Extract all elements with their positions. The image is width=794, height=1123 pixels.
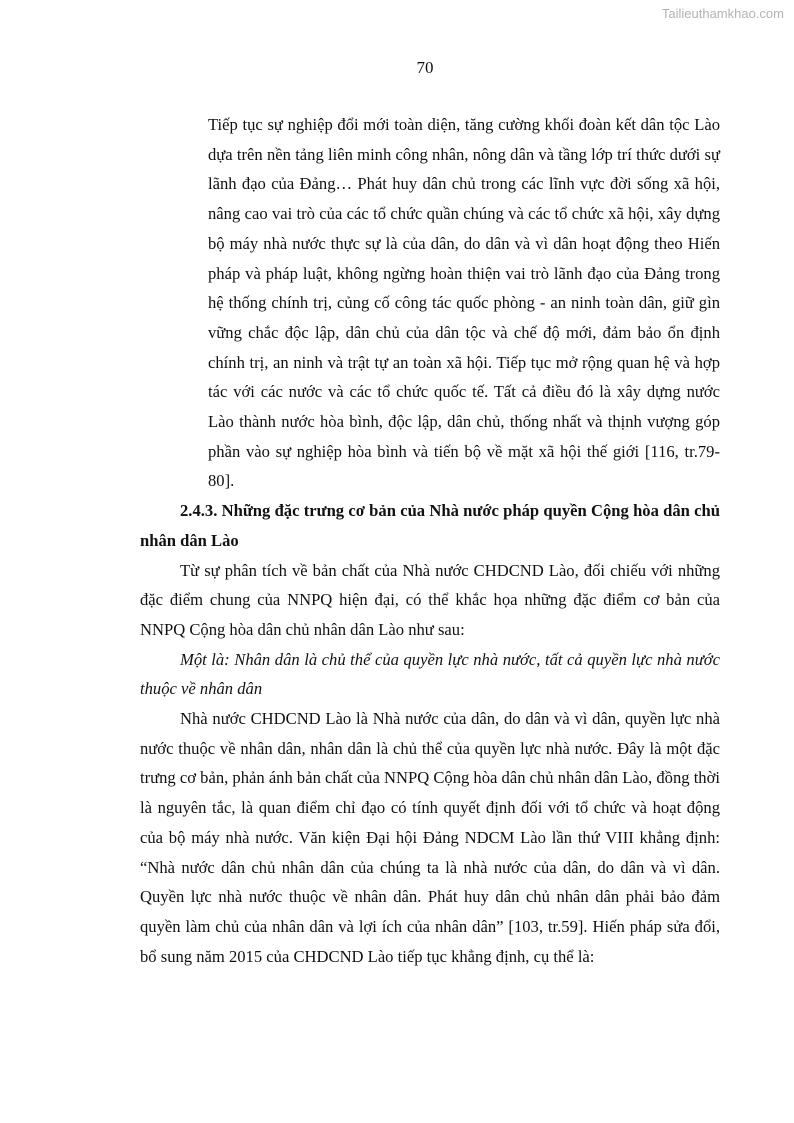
- paragraph: Nhà nước CHDCND Lào là Nhà nước của dân, do dân và vì dân, quyền lực nhà nước thuộc về nhân dân, nhân dân là chủ thể của quyền lực nhà nước. Đây là một đặc trưng cơ bản, phản ánh bản chất của NNPQ Cộng hòa dân chủ nhân dân Lào, đồng thời là nguyên tắc, là quan điểm chỉ đạo có tính quyết định đối với tổ chức và hoạt động của bộ máy nhà nước. Văn kiện Đại hội Đảng NDCM Lào lần thứ VIII khẳng định: “Nhà nước dân chủ nhân dân của chúng ta là nhà nước của dân, do dân và vì dân. Quyền lực nhà nước thuộc về nhân dân. Phát huy dân chủ nhân dân phải bảo đảm quyền làm chủ của nhân dân và lợi ích của nhân dân” [103, tr.59]. Hiến pháp sửa đổi, bổ sung năm 2015 của CHDCND Lào tiếp tục khẳng định, cụ thể là:: [140, 709, 720, 966]
- page-number: 70: [416, 58, 434, 77]
- paragraph: Từ sự phân tích về bản chất của Nhà nước CHDCND Lào, đối chiếu với những đặc điểm chung của NNPQ hiện đại, có thể khắc họa những đặc điểm cơ bản của NNPQ Cộng hòa dân chủ nhân dân Lào như sau:: [140, 560, 720, 639]
- italic-subheading: Một là: Nhân dân là chủ thể của quyền lực nhà nước, tất cả quyền lực nhà nước thuộc về nhân dân: [140, 649, 720, 699]
- watermark: Tailieuthamkhao.com: [661, 6, 784, 21]
- section-heading: 2.4.3. Những đặc trưng cơ bản của Nhà nước pháp quyền Cộng hòa dân chủ nhân dân Lào: [140, 501, 720, 550]
- document-body: [140, 110, 720, 971]
- block-quote: Tiếp tục sự nghiệp đổi mới toàn diện, tăng cường khối đoàn kết dân tộc Lào dựa trên nền tảng liên minh công nhân, nông dân và tầng lớp trí thức dưới sự lãnh đạo của Đảng… Phát huy dân chủ trong các lĩnh vực đời sống xã hội, nâng cao vai trò của các tổ chức quần chúng và các tổ chức xã hội, xây dựng bộ máy nhà nước thực sự là của dân, do dân và vì dân hoạt động theo Hiến pháp và pháp luật, không ngừng hoàn thiện vai trò lãnh đạo của Đảng trong hệ thống chính trị, củng cố công tác quốc phòng - an ninh toàn dân, giữ gìn vững chắc độc lập, dân chủ của dân tộc và chế độ mới, đảm bảo ổn định chính trị, an ninh và trật tự an toàn xã hội. Tiếp tục mở rộng quan hệ và hợp tác với các nước và các tổ chức quốc tế. Tất cả điều đó là xây dựng nước Lào thành nước hòa bình, độc lập, dân chủ, thống nhất và thịnh vượng góp phần vào sự nghiệp hòa bình và tiến bộ về mặt xã hội thế giới [116, tr.79-80].: [208, 115, 720, 491]
